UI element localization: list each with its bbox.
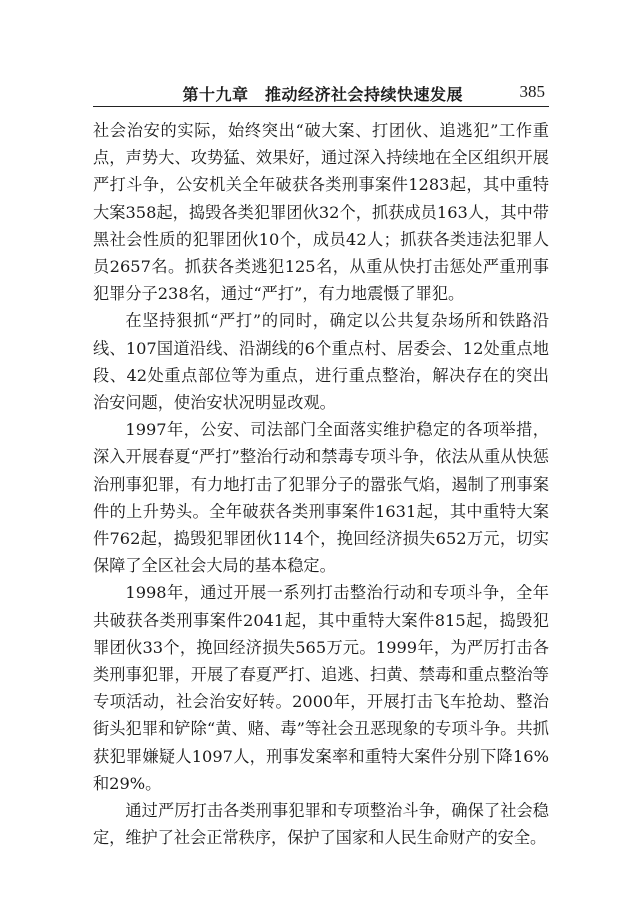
paragraph-continued: 社会治安的实际，始终突出“破大案、打团伙、追逃犯”工作重点，声势大、攻势猛、效果好，通过深入持续地在全区组织开展严打斗争，公安机关全年破获各类刑事案件1283起，其中重特大案358起，捣毁各类犯罪团伙32个，抓获成员163人，其中带黑社会性质的犯罪团伙10个，成员42人；抓获各类违法犯罪人员2657名。抓获各类逃犯125名，从重从快打击惩处严重刑事犯罪分子238名，通过“严打”，有力地震慑了罪犯。 [93, 121, 549, 304]
paragraph: 在坚持狠抓“严打”的同时，确定以公共复杂场所和铁路沿线、107国道沿线、沿湖线的6个重点村、居委会、12处重点地段、42处重点部位等为重点，进行重点整治，解决存在的突出治安问题，使治安状况明显改观。 [93, 311, 549, 413]
paragraph: 通过严厉打击各类刑事犯罪和专项整治斗争，确保了社会稳定，维护了社会正常秩序，保护了国家和人民生命财产的安全。 [93, 801, 549, 848]
paragraph: 1997年，公安、司法部门全面落实维护稳定的各项举措，深入开展春夏“严打”整治行动和禁毒专项斗争，依法从重从快惩治刑事犯罪，有力地打击了犯罪分子的嚣张气焰，遏制了刑事案件的上升势头。全年破获各类刑事案件1631起，其中重特大案件762起，捣毁犯罪团伙114个，挽回经济损失652万元，切实保障了全区社会大局的基本稳定。 [93, 420, 549, 576]
body-text [93, 117, 549, 851]
page-number: 385 [519, 82, 545, 101]
chapter-title: 第十九章 推动经济社会持续快速发展 [182, 85, 463, 104]
paragraph: 1998年，通过开展一系列打击整治行动和专项斗争，全年共破获各类刑事案件2041起，其中重特大案件815起，捣毁犯罪团伙33个，挽回经济损失565万元。1999年，为严厉打击各类刑事犯罪，开展了春夏严打、追逃、扫黄、禁毒和重点整治等专项活动，社会治安好转。2000年，开展打击飞车抢劫、整治街头犯罪和铲除“黄、赌、毒”等社会丑恶现象的专项斗争。共抓获犯罪嫌疑人1097人，刑事发案率和重特大案件分别下降16%和29%。 [93, 583, 549, 793]
running-header [93, 80, 549, 107]
